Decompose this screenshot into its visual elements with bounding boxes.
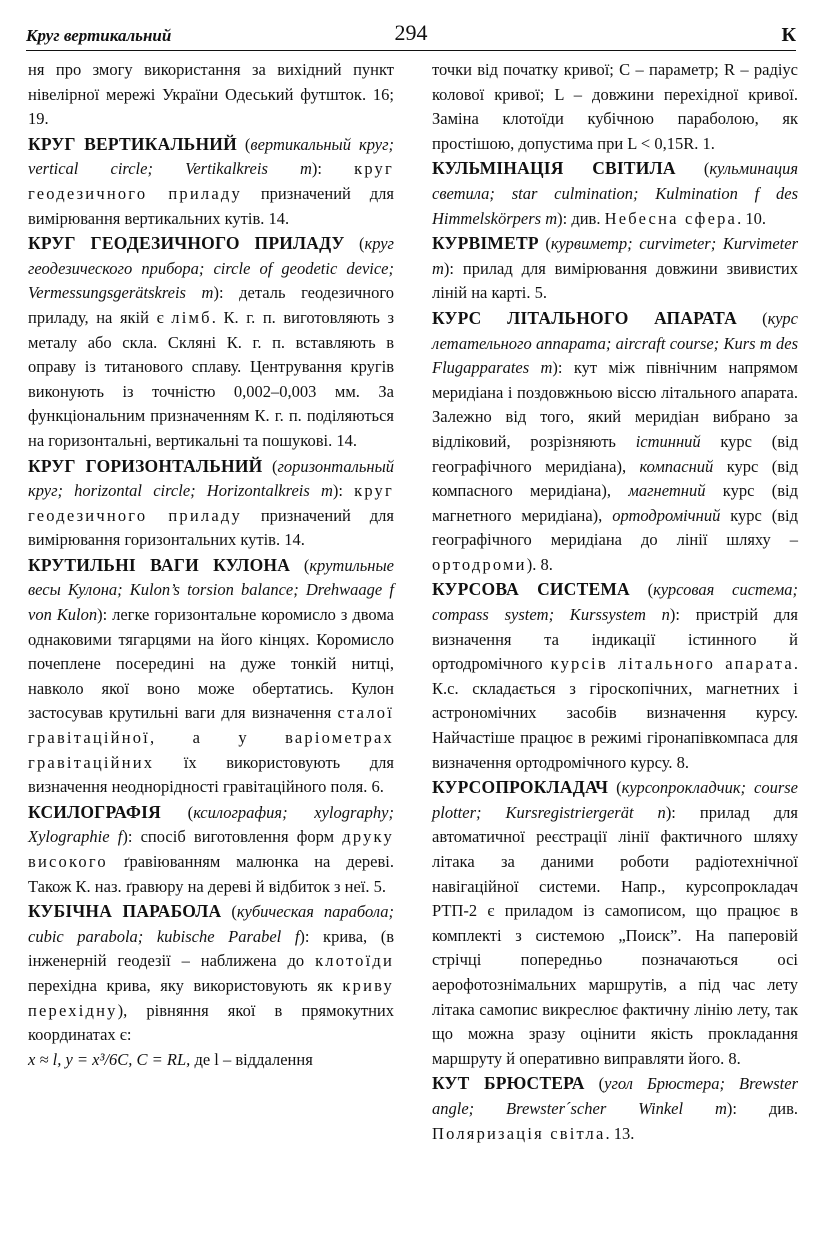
italic-term: істинний [635,431,701,451]
entry-equivalents: курвиметр; curvimeter; Kurvimeter m [432,234,798,278]
cross-reference: друку високого [28,827,394,871]
entry-krug-heodezychnoho-pryladu: КРУГ ГЕОДЕЗИЧНОГО ПРИЛАДУ (круг геодезического прибора; circle of geodetic device; Vermessungsgerätskreis m): деталь геодезичного приладу, на якій є лімб. К. г. п. виготовляють з металу або скла. Скляні К. г. п. вставляють в оправу із титанового сплаву. Центрування кругів виконують із точністю 0,002–0,003 мм. За функціональним призначенням К. г. п. поділяються на горизонтальні, вертикальні та пошукові. 14. [28,233,395,450]
entry-equivalents: курсовая система; compass system; Kurssystem n [432,580,798,625]
entry-term: КУРСОПРОКЛАДАЧ [432,777,609,798]
cross-reference: криву перехідну [28,975,394,1020]
entry-term: КУТ БРЮСТЕРА [432,1073,585,1094]
cross-reference: клотоїди [315,951,394,971]
entry-kursoprokladach: КУРСОПРОКЛАДАЧ (курсопрокладчик; course plotter; Kursregistriergerät n): прилад для автоматичної реєстрації лінії фактичного шляху літака за даними роботи радіотехнічної навігаційної системи. Напр., курсопрокладач РТП-2 є приладом із самописом, що працює в комплекті з системою „Поиск”. На паперовій стрічці попередньо позначаються осі аерофотознімальних маршрутів, а під час лету літака самопис викреслює фактичну лінію лету, так що можна зразу оцінити якість прокладання маршруту й оперативно виправляти його. 8. [432,777,798,1068]
entry-kubichna-parabola: КУБІЧНА ПАРАБОЛА (кубическая парабола; cubic parabola; kubische Parabel f): крива, (в інженерній геодезії – наближена до клотоїди перехідна крива, яку використовують як криву перехідну), рівняння якої в прямокутних координатах є: x ≈ l, y = x³/6C, C = RL, де l – віддалення [28,901,395,1069]
entry-term: КУРС ЛІТАЛЬНОГО АПАРАТА [432,307,737,328]
entry-kursova-systema: КУРСОВА СИСТЕМА (курсовая система; compass system; Kurssystem n): пристрій для визначення та індикації істинного й ортодромічного курсів літального апарата. К.с. складається з гіроскопічних, магнетних і астрономічних засобів визначення курсу. Найчастіше працює в режимі гіронапівкомпаса для визначення ортодромічного курсу. 8. [432,579,799,772]
entry-term: КРУГ ВЕРТИКАЛЬНИЙ [28,133,237,154]
italic-term: магнетний [628,481,706,501]
entry-krug-horyzontalnyi: КРУГ ГОРИЗОНТАЛЬНИЙ (горизонтальный круг; horizontal circle; Horizontalkreis m): круг геодезичного приладу призначений для вимірювання горизонтальних кутів. 14. [28,455,394,550]
cross-reference: Поляризація світла [432,1123,606,1143]
cross-reference: сталої гравітаційної [28,703,394,748]
cross-reference: лімб [171,307,212,327]
entry-kulminatsiia-svityla: КУЛЬМІНАЦІЯ СВІТИЛА (кульминация светила; star culmination; Kulmination f des Himmelskörpers m): див. Небесна сфера. 10. [432,158,798,228]
entry-term: КУРВІМЕТР [432,233,539,254]
entry-kurs-litalnoho-aparata: КУРС ЛІТАЛЬНОГО АПАРАТА (курс летательного аппарата; aircraft course; Kurs m des Flugapparates m): кут між північним напрямом меридіана і поздовжньою віссю літального апарата. Залежно від того, який меридіан вибрано за відліковий, розрізняють істинний курс (від географічного меридіана), компасний курс (від компасного меридіана), магнетний курс (від магнетного меридіана), ортодромічний курс (від географічного меридіана до лінії шляху – ортодроми). 8. [432,307,799,574]
entry-term: КУБІЧНА ПАРАБОЛА [28,901,222,922]
cross-reference: варіометрах гравітаційних [28,728,394,772]
entry-equivalents: крутильные весы Кулона; Kulon’s torsion balance; Drehwaage f von Kulon [28,555,394,625]
entry-equivalents: круг геодезического прибора; circle of geodetic device; Vermessungsgerätskreis m [28,234,394,303]
entry-equivalents: вертикальный круг; vertical circle; Vertikalkreis m [28,134,394,179]
section-letter: К [781,24,796,46]
entry-kut-briustera: КУТ БРЮСТЕРА (угол Брюстера; Brewster angle; Brewster´scher Winkel m): див. Поляризація світла. 13. [432,1073,799,1143]
page-number: 294 [394,20,428,45]
entry-term: КУЛЬМІНАЦІЯ СВІТИЛА [432,158,676,179]
italic-term: ортодромічний [612,505,721,525]
right-column [432,58,798,1146]
entry-kurvimetr: КУРВІМЕТР (курвиметр; curvimeter; Kurvimeter m): прилад для вимірювання довжини звивистих ліній на карті. 5. [432,233,798,303]
entry-term: КУРСОВА СИСТЕМА [432,579,630,600]
entry-equivalents: кульминация светила; star culmination; Kulmination f des Himmelskörpers m [432,159,798,228]
entry-term: КРУГ ГЕОДЕЗИЧНОГО ПРИЛАДУ [28,233,345,254]
entry-equivalents: угол Брюстера; Brewster angle; Brewster´scher Winkel m [432,1074,799,1118]
cross-reference: круг геодезичного приладу [28,481,394,525]
left-column [28,58,394,1072]
italic-term: компасний [639,456,714,476]
entry-term: КРУГ ГОРИЗОНТАЛЬНИЙ [28,455,263,476]
entry-krutylni-vahy-kulona: КРУТИЛЬНІ ВАГИ КУЛОНА (крутильные весы Кулона; Kulon’s torsion balance; Drehwaage f von Kulon): легке горизонтальне коромисло з двома однаковими тягарцями на його кінцях. Коромисло почеплене посередині на дуже тонкій нитці, навколо якої воно може обертатись. Кулон застосував крутильні ваги для визначення сталої гравітаційної, а у варіометрах гравітаційних їх використовують для визначення неоднорідності гравітаційного поля. 6. [28,554,394,797]
entry-term: КРУТИЛЬНІ ВАГИ КУЛОНА [28,554,291,575]
continuation-text: точки від початку кривої; C – параметр; R – радіус колової кривої; L – довжини перехідної кривої. Заміна клотоїди кубічною параболою, як простішою, допустима при L < 0,15R. 1. [432,60,798,153]
formula: x ≈ l, y = x³/6C, C = RL, [28,1049,191,1069]
entry-term: КСИЛОГРАФІЯ [28,801,161,822]
header-rule [26,50,796,51]
entry-equivalents: кубическая парабола; cubic parabola; kubische Parabel f [28,902,394,946]
entry-equivalents: горизонтальный круг; horizontal circle; Horizontalkreis m [28,456,394,501]
cross-reference: курсів літального апарата [550,654,794,674]
entry-ksylohrafiia: КСИЛОГРАФІЯ (ксилография; xylography; Xylographie f): спосіб виготовлення форм друку високого ґравіюванням малюнка на дереві. Також К. наз. ґравюру на дереві й відбиток з неї. 5. [28,801,394,896]
entry-equivalents: ксилография; xylography; Xylographie f [28,802,394,847]
running-title: Круг вертикальний [26,26,172,45]
entry-equivalents: курсопрокладчик; course plotter; Kursregistriergerät n [432,778,798,822]
entry-krug-vertykalnyi: КРУГ ВЕРТИКАЛЬНИЙ (вертикальный круг; vertical circle; Vertikalkreis m): круг геодезичного приладу призначений для вимірювання вертикальних кутів. 14. [28,133,394,228]
cross-reference: круг геодезичного приладу [28,159,394,203]
entry-equivalents: курс летательного аппарата; aircraft course; Kurs m des Flugapparates m [432,308,798,378]
cross-reference: ортодроми [432,554,527,574]
continuation-text: ня про змогу використання за вихідний пункт нівелірної мережі України Одеський футшток. 16; 19. [28,60,394,129]
page-header [26,22,796,52]
cross-reference: Небесна сфера [604,208,738,228]
